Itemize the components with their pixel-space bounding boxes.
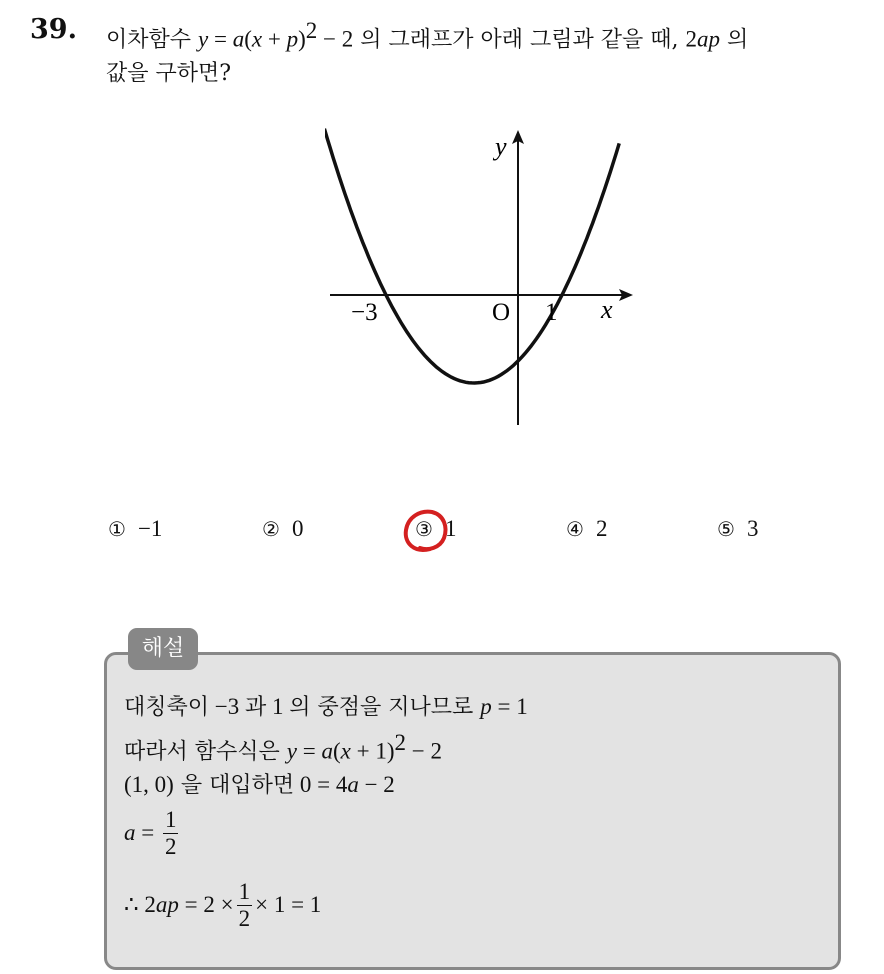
sol-text: 을 대입하면 [180, 773, 295, 798]
fraction-numerator: 1 [164, 807, 177, 832]
choice-4[interactable] [566, 516, 607, 542]
sol-tail: − 2 [406, 738, 442, 764]
choice-5-value: 3 [746, 516, 759, 541]
eq-close: ) [298, 26, 306, 52]
choice-4-value: 2 [595, 516, 608, 541]
y-axis-label: y [495, 132, 507, 161]
eq-x: x [251, 26, 263, 52]
solution-line-1 [124, 690, 528, 721]
solution-line-4 [124, 808, 181, 860]
question-line-1 [106, 18, 748, 53]
eq-plus: + [262, 26, 287, 52]
eq-exponent: 2 [305, 18, 318, 43]
answer-circle-icon [400, 505, 452, 557]
fraction-denominator: 2 [164, 834, 177, 859]
solution-line-2 [124, 730, 442, 765]
choice-2[interactable] [262, 516, 303, 542]
sol-val: 1 [266, 694, 290, 719]
sol-text: 의 중점을 지나므로 [289, 695, 474, 720]
coef-ap: ap [697, 26, 720, 52]
solution-line-5 [124, 880, 321, 932]
sol-rest: + 1) [350, 738, 395, 764]
sol-tail: × 1 = 1 [255, 892, 322, 917]
parabola-graph [325, 125, 645, 435]
sol-eq: = [135, 820, 160, 845]
choice-5-mark: ⑤ [717, 517, 735, 541]
sol-val: −3 [209, 694, 245, 719]
sol-a: a [321, 738, 333, 764]
eq-equals: = [208, 26, 233, 52]
choice-2-value: 0 [291, 516, 304, 541]
solution-line-3 [124, 768, 395, 799]
root-right-label: 1 [545, 299, 558, 326]
sol-eq: = [296, 738, 322, 764]
sol-text: 따라서 함수식은 [124, 739, 280, 765]
origin-label: O [492, 299, 511, 326]
sol-eq: = 2 × [178, 892, 234, 917]
sol-eq: = 1 [491, 694, 528, 719]
sol-y: y [286, 738, 297, 764]
sol-ap: ap [155, 892, 179, 917]
sol-x: x [340, 738, 351, 764]
choice-3-value: 1 [444, 516, 457, 541]
eq-open: ( [244, 26, 252, 52]
question-text-3: 의 [727, 27, 749, 53]
sol-eq: 0 = 4 [294, 772, 348, 797]
choice-2-mark: ② [262, 517, 280, 541]
sol-tail: − 2 [358, 772, 395, 797]
choice-4-mark: ④ [566, 517, 584, 541]
fraction [163, 808, 179, 860]
question-number: 39. [30, 14, 77, 45]
root-left-label: −3 [351, 299, 378, 326]
x-axis-label: x [601, 295, 613, 324]
sol-point: (1, 0) [124, 772, 174, 797]
fraction-numerator: 1 [238, 879, 251, 904]
sol-paren: ( [332, 738, 341, 764]
eq-y: y [198, 26, 209, 52]
fraction [237, 880, 253, 932]
eq-a: a [232, 26, 245, 52]
sol-exp: 2 [394, 730, 406, 755]
coef-2: 2 [685, 26, 697, 52]
choice-3-mark: ③ [415, 517, 433, 541]
choice-1-mark: ① [108, 517, 126, 541]
eq-rest: − 2 [317, 26, 354, 52]
sol-text: 대칭축이 [124, 695, 210, 720]
parabola-curve [325, 129, 619, 383]
choice-1-value: −1 [137, 516, 163, 541]
choice-1[interactable] [108, 516, 162, 542]
fraction-denominator: 2 [238, 906, 251, 931]
question-text: 이차함수 [106, 27, 192, 53]
question-line-2: 값을 구하면? [106, 61, 232, 86]
question-text-2: 의 그래프가 아래 그림과 같을 때, [360, 27, 679, 53]
sol-val: 2 [138, 892, 156, 917]
choice-5[interactable] [717, 516, 758, 542]
sol-text: 과 [245, 695, 267, 720]
sol-a: a [124, 820, 136, 845]
eq-p: p [286, 26, 299, 52]
solution-tag: 해설 [128, 628, 198, 670]
sol-a: a [347, 772, 359, 797]
sol-p: p [480, 694, 492, 719]
therefore-icon: ∴ [124, 892, 139, 917]
